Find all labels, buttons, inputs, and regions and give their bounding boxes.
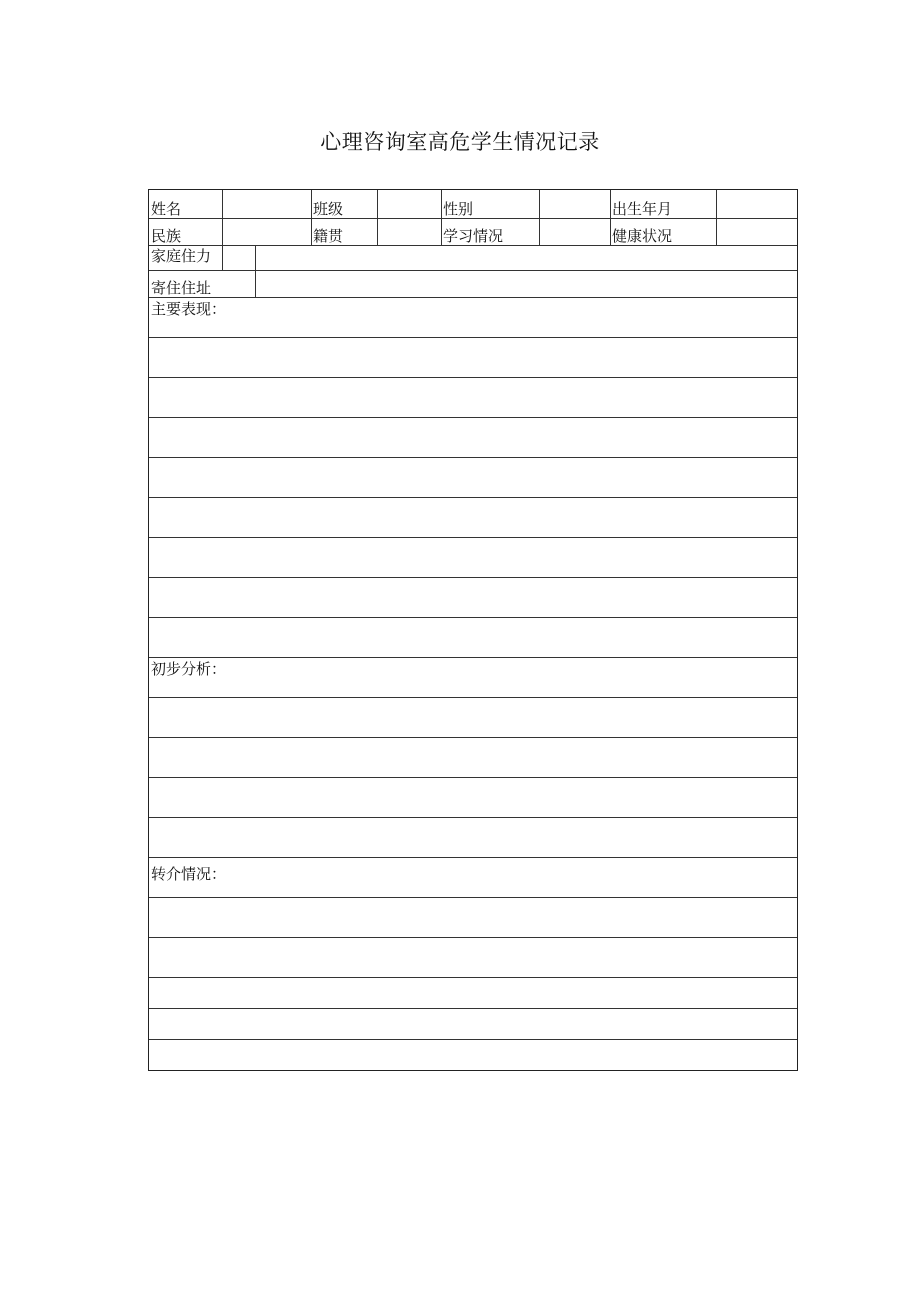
study-field[interactable] [540, 219, 610, 245]
health-field[interactable] [717, 219, 797, 245]
health-label: 健康状况 [612, 227, 673, 245]
main-performance-label: 主要表现： [151, 300, 227, 318]
class-label: 班级 [313, 200, 344, 218]
class-field[interactable] [378, 190, 441, 218]
referral-label: 转介情况： [151, 865, 227, 883]
birth-field[interactable] [717, 190, 797, 218]
referral-area[interactable] [149, 883, 797, 1070]
lodging-address-field[interactable] [256, 271, 797, 297]
ethnicity-field[interactable] [223, 219, 311, 245]
ethnicity-label: 民族 [151, 227, 182, 245]
gender-label: 性别 [443, 200, 474, 218]
page-title: 心理咨询室高危学生情况记录 [320, 130, 600, 154]
analysis-label: 初步分析： [151, 660, 227, 678]
name-field[interactable] [223, 190, 311, 218]
record-form [148, 189, 798, 1071]
lodging-address-label: 寄住住址 [151, 279, 212, 297]
birth-label: 出生年月 [612, 200, 673, 218]
study-label: 学习情况 [443, 227, 504, 245]
family-address-field[interactable] [256, 246, 797, 270]
native-place-field[interactable] [378, 219, 441, 245]
native-place-label: 籍贯 [313, 227, 344, 245]
name-label: 姓名 [151, 200, 182, 218]
gender-field[interactable] [540, 190, 610, 218]
family-address-label: 家庭住力 [151, 247, 212, 265]
analysis-area[interactable] [149, 678, 797, 857]
main-performance-area[interactable] [149, 318, 797, 657]
